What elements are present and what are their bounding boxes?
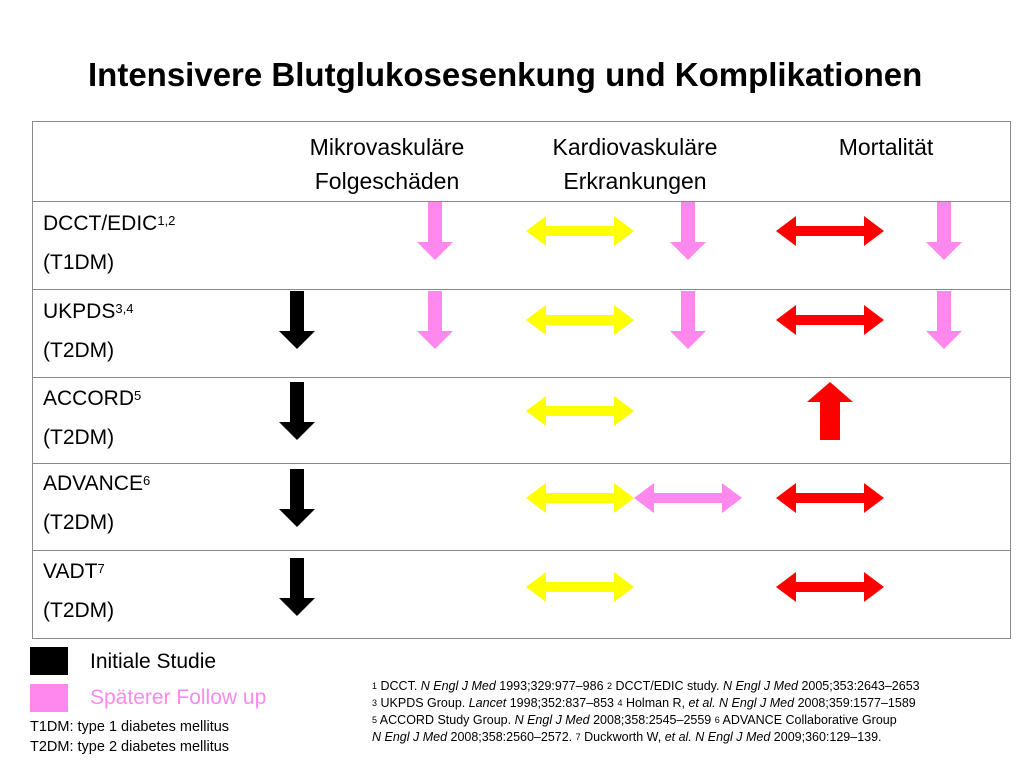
study-name: ACCORD: [43, 387, 135, 410]
reference-fragment: 1: [372, 681, 378, 691]
reference-fragment: 2008;359:1577–1589: [794, 696, 916, 710]
reference-fragment: DCCT.: [377, 679, 421, 693]
reference-fragment: 2008;358:2545–2559: [589, 713, 715, 727]
reference-fragment: 1998;352:837–853: [506, 696, 618, 710]
study-type: (T1DM): [43, 251, 115, 274]
mortality-followup-down-arrow: [926, 291, 962, 349]
page-title: Intensivere Blutglukosesenkung und Komplikationen: [88, 56, 923, 93]
reference-fragment: ACCORD Study Group.: [377, 713, 515, 727]
reference-fragment: Duckworth W,: [580, 730, 665, 744]
micro-followup-down-arrow: [417, 202, 453, 260]
cardio-initial-neutral-arrow: [526, 483, 634, 513]
study-type: (T2DM): [43, 426, 115, 449]
reference-fragment: N Engl J Med: [420, 679, 496, 693]
study-name: VADT: [43, 560, 98, 583]
study-type: (T2DM): [43, 511, 115, 534]
micro-initial-down-arrow: [279, 469, 315, 527]
mortality-initial-neutral-arrow: [776, 483, 884, 513]
column-header-line: Erkrankungen: [563, 168, 707, 194]
legend-label-initial: Initiale Studie: [90, 650, 217, 673]
study-ref: 5: [134, 388, 142, 403]
cardio-initial-neutral-arrow: [526, 572, 634, 602]
reference-fragment: 1993;329:977–986: [495, 679, 608, 693]
cardio-initial-neutral-arrow: [526, 216, 634, 246]
legend-swatch-followup: [30, 684, 68, 712]
study-ref: 1,2: [157, 213, 176, 228]
reference-fragment: Holman R,: [622, 696, 689, 710]
mortality-followup-down-arrow: [926, 202, 962, 260]
reference-fragment: 6: [714, 715, 720, 725]
study-type: (T2DM): [43, 339, 115, 362]
reference-fragment: DCCT/EDIC study.: [612, 679, 723, 693]
reference-fragment: Lancet: [468, 696, 507, 710]
reference-fragment: 5: [372, 715, 378, 725]
cardio-followup-down-arrow: [670, 202, 706, 260]
reference-fragment: 2005;353:2643–2653: [797, 679, 920, 693]
reference-line: [372, 678, 920, 695]
micro-initial-down-arrow: [279, 382, 315, 440]
cardio-followup-neutral-arrow: [634, 483, 742, 513]
micro-followup-down-arrow: [417, 291, 453, 349]
mortality-initial-neutral-arrow: [776, 216, 884, 246]
micro-initial-down-arrow: [279, 558, 315, 616]
study-name: UKPDS: [43, 300, 116, 323]
mortality-initial-up-arrow: [807, 382, 853, 440]
column-header-line: Mikrovaskuläre: [309, 134, 465, 160]
legend-label-followup: Späterer Follow up: [90, 686, 267, 709]
reference-fragment: UKPDS Group.: [377, 696, 469, 710]
study-ref: 3,4: [115, 301, 134, 316]
study-type: (T2DM): [43, 599, 115, 622]
reference-fragment: 3: [372, 698, 378, 708]
column-header-line: Folgeschäden: [314, 168, 460, 194]
reference-fragment: N Engl J Med: [372, 730, 448, 744]
cardio-initial-neutral-arrow: [526, 396, 634, 426]
reference-line: [372, 712, 920, 729]
reference-line: [372, 695, 920, 712]
study-name: ADVANCE: [43, 472, 143, 495]
reference-fragment: N Engl J Med: [722, 679, 798, 693]
mortality-initial-neutral-arrow: [776, 305, 884, 335]
reference-fragment: et al. N Engl J Med: [688, 696, 795, 710]
mortality-initial-neutral-arrow: [776, 572, 884, 602]
micro-initial-down-arrow: [279, 291, 315, 349]
reference-fragment: 4: [617, 698, 623, 708]
abbreviation-t2dm: T2DM: type 2 diabetes mellitus: [30, 739, 230, 755]
reference-fragment: 2: [607, 681, 613, 691]
abbreviation-t1dm: T1DM: type 1 diabetes mellitus: [30, 719, 230, 735]
reference-fragment: ADVANCE Collaborative Group: [719, 713, 897, 727]
cardio-initial-neutral-arrow: [526, 305, 634, 335]
column-header-line: Mortalität: [838, 134, 934, 160]
column-header-line: Kardiovaskuläre: [552, 134, 718, 160]
reference-fragment: 2008;358:2560–2572.: [447, 730, 576, 744]
legend-swatch-initial: [30, 647, 68, 675]
reference-fragment: 7: [575, 732, 581, 742]
reference-fragment: et al. N Engl J Med: [664, 730, 771, 744]
study-name: DCCT/EDIC: [43, 212, 158, 235]
references: [372, 678, 920, 746]
study-ref: 7: [97, 561, 105, 576]
reference-fragment: 2009;360:129–139.: [770, 730, 882, 744]
reference-fragment: N Engl J Med: [514, 713, 590, 727]
study-ref: 6: [142, 473, 151, 488]
cardio-followup-down-arrow: [670, 291, 706, 349]
reference-line: [372, 729, 920, 746]
